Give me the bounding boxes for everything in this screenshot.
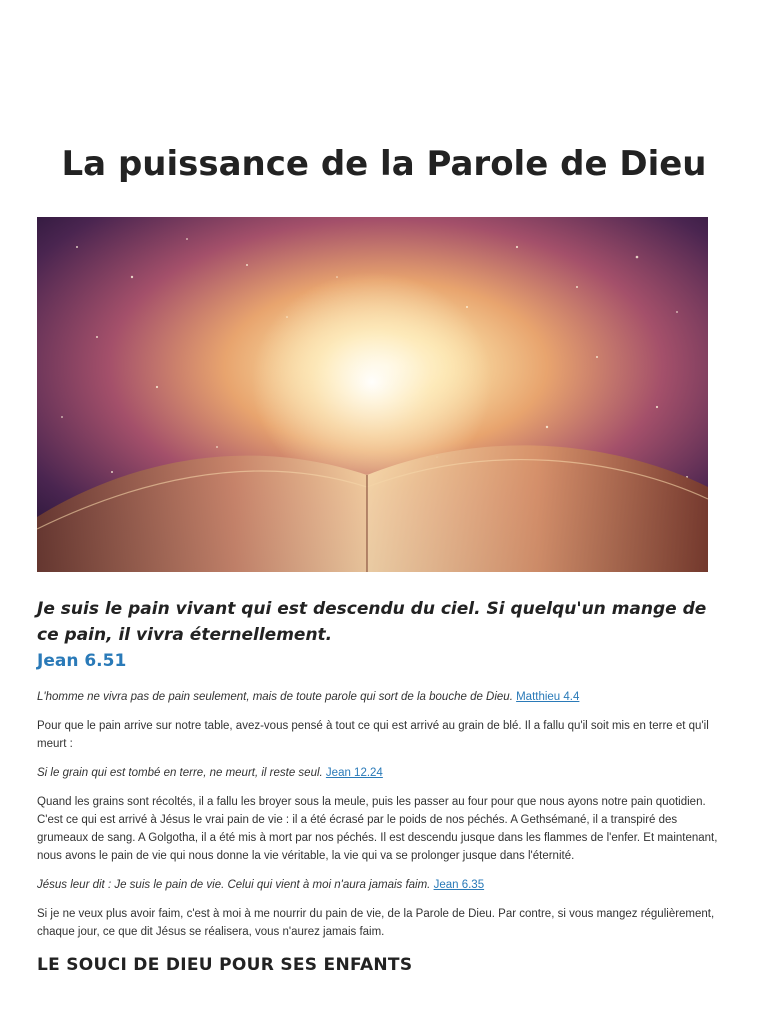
paragraph: Quand les grains sont récoltés, il a fallu les broyer sous la meule, puis les passer au four pour que nous ayons notre pain quotidien. C'est ce qui est arrivé à Jésus le vrai pain de vie : il a été écrasé par le poids de nos péchés. A Gethsémané, il a transpiré des grumeaux de sang. A Golgotha, il a été mis à mort par nos péchés. Il est descendu jusque dans les flammes de l'enfer. Et maintenant, nous avons le pain de vie qui nous donne la vie véritable, la vie qui va se prolonger jusque dans l'éternité. xyxy=(37,796,718,862)
lead-quote: Je suis le pain vivant qui est descendu du ciel. Si quelqu'un mange de ce pain, il vivra éternellement. xyxy=(37,599,707,645)
paragraph-quote-jean-6 xyxy=(37,876,731,894)
page-title: La puissance de la Parole de Dieu xyxy=(61,144,707,184)
paragraph: Si je ne veux plus avoir faim, c'est à moi à me nourrir du pain de vie, de la Parole de Dieu. Par contre, si vous mangez régulièrement, chaque jour, ce que dit Jésus se réalisera, vous n'aurez jamais faim. xyxy=(37,908,715,938)
article-body xyxy=(37,596,731,978)
reference-link-jean-12[interactable]: Jean 12.24 xyxy=(325,767,383,779)
paragraph-text: L'homme ne vivra pas de pain seulement, mais de toute parole qui sort de la bouche de Dieu. xyxy=(37,691,517,703)
paragraph-quote-jean-12 xyxy=(37,764,731,782)
section-heading: LE SOUCI DE DIEU POUR SES ENFANTS xyxy=(37,955,413,975)
reference-link-jean-6[interactable]: Jean 6.35 xyxy=(433,879,485,891)
paragraph: Pour que le pain arrive sur notre table, avez-vous pensé à tout ce qui est arrivé au grain de blé. Il a fallu qu'il soit mis en terre et qu'il meurt : xyxy=(37,720,709,750)
paragraph-text: Jésus leur dit : Je suis le pain de vie. Celui qui vient à moi n'aura jamais faim. xyxy=(37,879,434,891)
lead-quote-reference: Jean 6.51 xyxy=(37,651,127,671)
reference-link-matthieu[interactable]: Matthieu 4.4 xyxy=(516,691,580,703)
hero-image-open-bible xyxy=(37,217,708,572)
paragraph-text: Si le grain qui est tombé en terre, ne meurt, il reste seul. xyxy=(37,767,326,779)
paragraph-quote-matthieu xyxy=(37,688,731,706)
